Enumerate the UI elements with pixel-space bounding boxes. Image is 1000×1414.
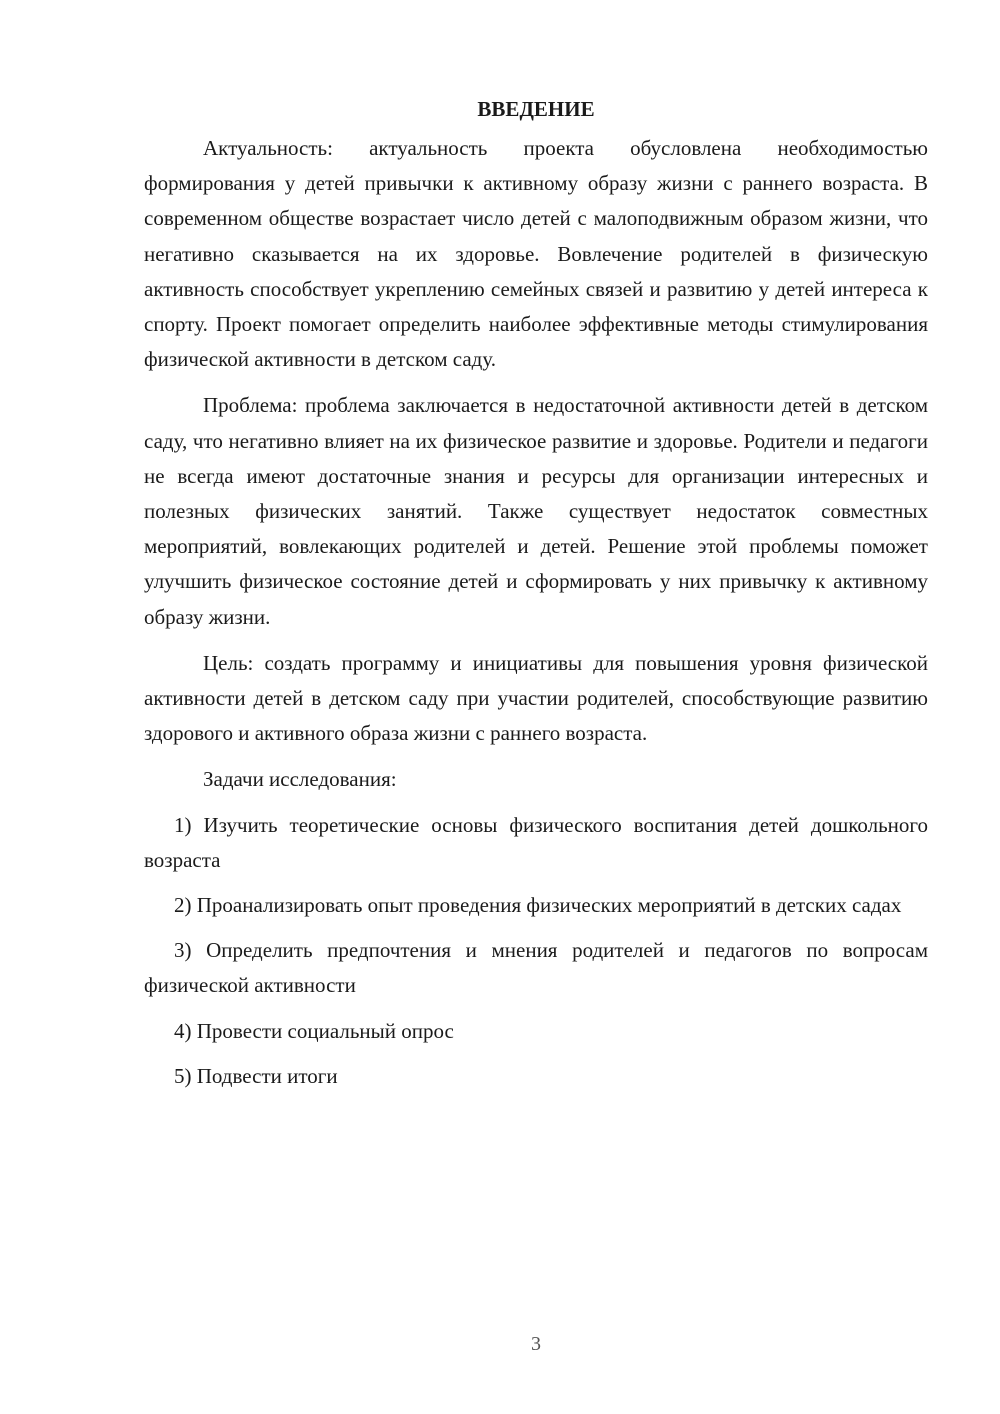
paragraph-problem: Проблема: проблема заключается в недостаточной активности детей в детском саду, что негативно влияет на их физическое развитие и здоровье. Родители и педагоги не всегда имеют достаточные знания и ресурсы для организации интересных и полезных физических занятий. Также существует недостаток совместных мероприятий, вовлекающих родителей и детей. Решение этой проблемы поможет улучшить физическое состояние детей и сформировать у них привычку к активному образу жизни.: [144, 393, 928, 629]
page-number: 3: [531, 1333, 541, 1355]
page-title: ВВЕДЕНИЕ: [477, 97, 595, 121]
task-item: 5) Подвести итоги: [174, 1063, 338, 1088]
task-item: 1) Изучить теоретические основы физического воспитания детей дошкольного возраста: [144, 812, 928, 872]
task-item: 3) Определить предпочтения и мнения родителей и педагогов по вопросам физической активности: [144, 938, 928, 998]
task-item: 2) Проанализировать опыт проведения физических мероприятий в детских садах: [174, 893, 902, 918]
document-page: [144, 92, 928, 1104]
tasks-list: [144, 808, 928, 1094]
task-item: 4) Провести социальный опрос: [174, 1018, 454, 1043]
tasks-heading: Задачи исследования:: [203, 767, 397, 792]
paragraph-goal: Цель: создать программу и инициативы для повышения уровня физической активности детей в детском саду при участии родителей, способствующие развитию здорового и активного образа жизни с раннего возраста.: [144, 650, 928, 746]
paragraph-relevance: Актуальность: актуальность проекта обусловлена необходимостью формирования у детей привычки к активному образу жизни с раннего возраста. В современном обществе возрастает число детей с малоподвижным образом жизни, что негативно сказывается на их здоровье. Вовлечение родителей в физическую активность способствует укреплению семейных связей и развитию у детей интереса к спорту. Проект помогает определить наиболее эффективные методы стимулирования физической активности в детском саду.: [144, 136, 928, 372]
